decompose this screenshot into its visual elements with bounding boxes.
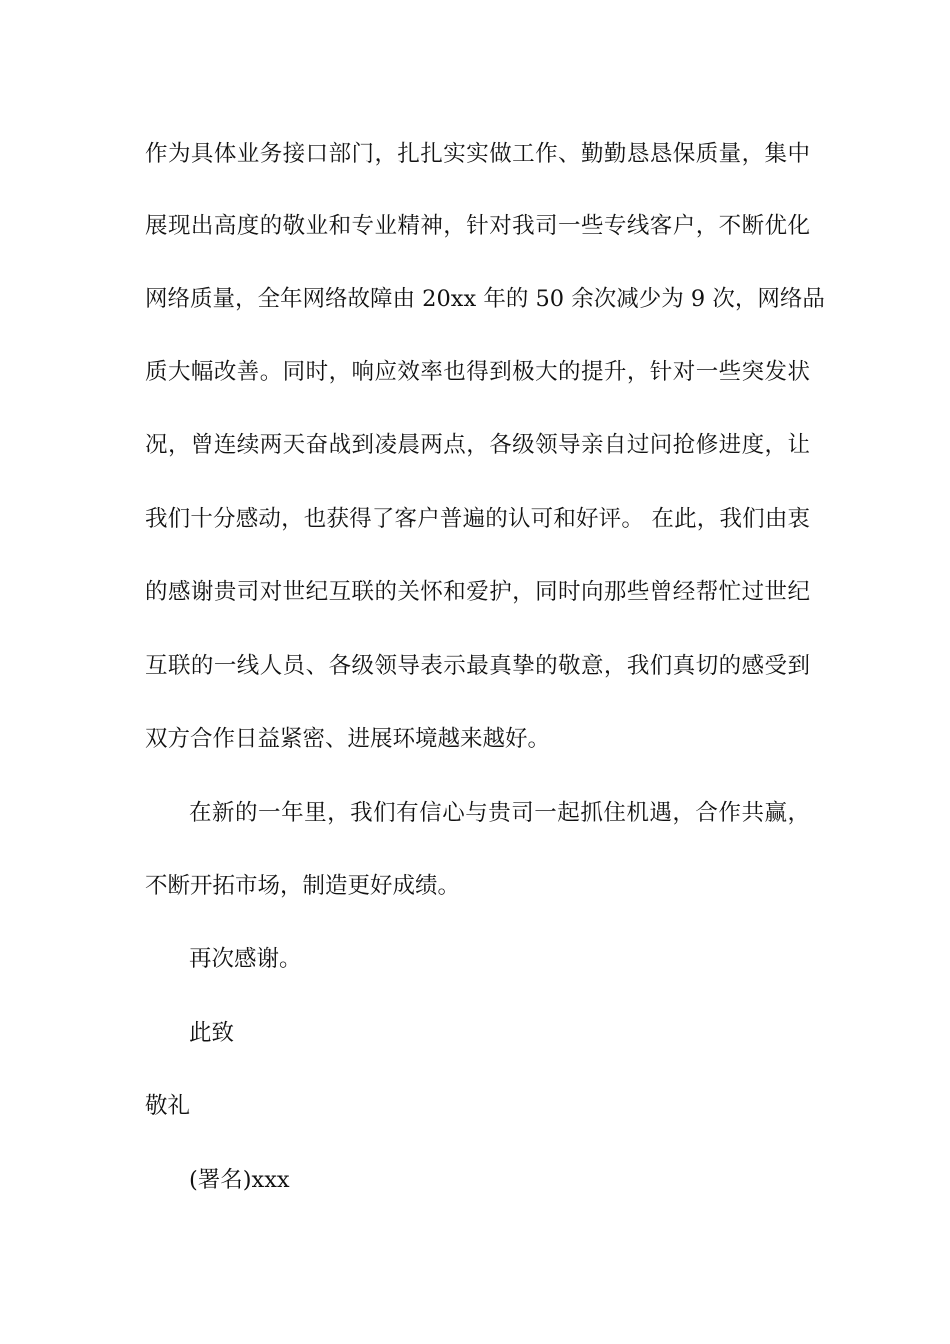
paragraph2-line-1: 在新的一年里，我们有信心与贵司一起抓住机遇，合作共赢， — [189, 800, 810, 826]
signature-text: (署名)xxx — [189, 1167, 290, 1193]
body-line-1: 作为具体业务接口部门，扎扎实实做工作、勤勤恳恳保质量，集中 — [145, 141, 810, 167]
thanks-again-text: 再次感谢。 — [189, 946, 302, 972]
body-line-6: 我们十分感动，也获得了客户普遍的认可和好评。 在此，我们由衷 — [145, 506, 810, 532]
body-line-7: 的感谢贵司对世纪互联的关怀和爱护，同时向那些曾经帮忙过世纪 — [145, 579, 810, 605]
body-line-4: 质大幅改善。同时，响应效率也得到极大的提升，针对一些突发状 — [145, 359, 810, 385]
salutation-text: 敬礼 — [145, 1093, 191, 1119]
paragraph2-line-2: 不断开拓市场，制造更好成绩。 — [145, 873, 461, 899]
body-line-3: 网络质量，全年网络故障由 20xx 年的 50 余次减少为 9 次，网络品 — [145, 286, 825, 312]
body-line-5: 况，曾连续两天奋战到凌晨两点，各级领导亲自过问抢修进度，让 — [145, 432, 810, 458]
body-line-9: 双方合作日益紧密、进展环境越来越好。 — [145, 726, 551, 752]
closing-text: 此致 — [189, 1020, 235, 1046]
body-line-2: 展现出高度的敬业和专业精神，针对我司一些专线客户，不断优化 — [145, 213, 810, 239]
body-line-8: 互联的一线人员、各级领导表示最真挚的敬意，我们真切的感受到 — [145, 653, 810, 679]
